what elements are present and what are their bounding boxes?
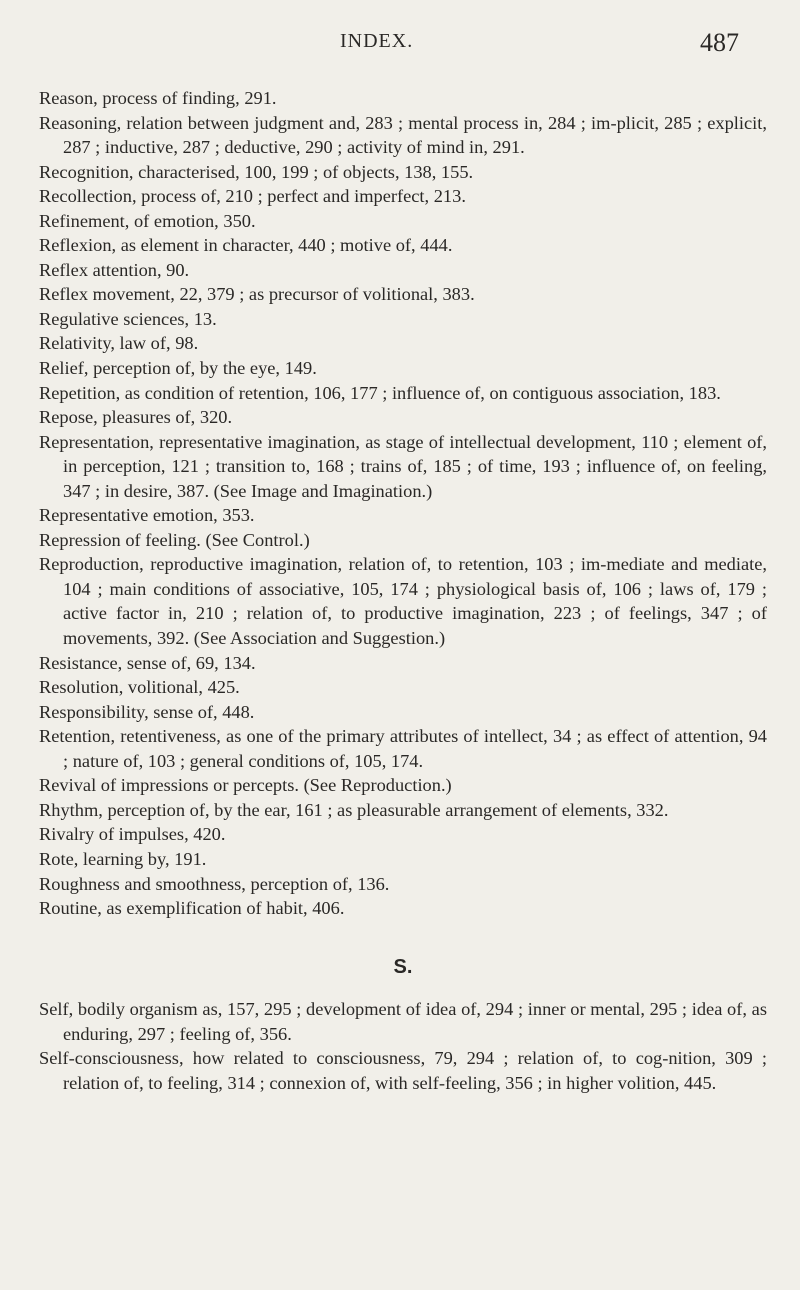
index-entry: Responsibility, sense of, 448. xyxy=(39,701,255,722)
index-entry: Repose, pleasures of, 320. xyxy=(39,407,233,428)
index-entry: Revival of impressions or percepts. (See Reproduction.) xyxy=(39,775,452,796)
index-entry: Reflex attention, 90. xyxy=(39,259,190,280)
section-letter: S. xyxy=(393,955,413,978)
index-entries xyxy=(39,86,767,1095)
index-entry: Reasoning, relation between judgment and, 283 ; mental process in, 284 ; im-plicit, 285 ; explicit, 287 ; inductive, 287 ; deductive, 290 ; activity of mind in, 291. xyxy=(39,112,767,158)
index-entry: Rivalry of impulses, 420. xyxy=(39,824,226,845)
index-entry: Refinement, of emotion, 350. xyxy=(39,210,256,231)
index-entry: Resistance, sense of, 69, 134. xyxy=(39,652,256,673)
page-number: 487 xyxy=(700,28,739,57)
index-entry: Representation, representative imagination, as stage of intellectual development, 110 ; element of, in perception, 121 ; transition to, 168 ; trains of, 185 ; of time, 193 ; influence of, on feeling, 347 ; in desire, 387. (See Image and Imagination.) xyxy=(39,431,767,501)
index-entry: Relativity, law of, 98. xyxy=(39,333,199,354)
page-header xyxy=(0,28,800,68)
index-entry: Resolution, volitional, 425. xyxy=(39,677,240,698)
index-entry: Reason, process of finding, 291. xyxy=(39,88,277,108)
index-entry: Relief, perception of, by the eye, 149. xyxy=(39,358,317,379)
index-entry: Repetition, as condition of retention, 106, 177 ; influence of, on contiguous association, 183. xyxy=(39,382,721,403)
entries-s-list xyxy=(39,997,767,1095)
index-entry: Rhythm, perception of, by the ear, 161 ; as pleasurable arrangement of elements, 332. xyxy=(39,799,669,820)
index-entry: Self-consciousness, how related to consciousness, 79, 294 ; relation of, to cog-nition, 309 ; relation of, to feeling, 314 ; connexion of, with self-feeling, 356 ; in higher volition, 445. xyxy=(39,1048,767,1093)
index-entry: Reflex movement, 22, 379 ; as precursor of volitional, 383. xyxy=(39,284,475,305)
running-head: INDEX. xyxy=(340,30,414,52)
index-entry: Rote, learning by, 191. xyxy=(39,848,207,869)
index-entry: Repression of feeling. (See Control.) xyxy=(39,529,310,550)
entries-r-list xyxy=(39,86,767,921)
index-entry: Self, bodily organism as, 157, 295 ; development of idea of, 294 ; inner or mental, 295 ; idea of, as enduring, 297 ; feeling of, 356. xyxy=(39,999,767,1044)
index-entry: Reflexion, as element in character, 440 ; motive of, 444. xyxy=(39,235,453,256)
index-entry: Reproduction, reproductive imagination, relation of, to retention, 103 ; im-mediate and mediate, 104 ; main conditions of associative, 105, 174 ; physiological basis of, 106 ; laws of, 179 ; active factor in, 210 ; relation of, to productive imagination, 223 ; of feelings, 347 ; of movements, 392. (See Association and Suggestion.) xyxy=(39,554,767,649)
index-entry: Roughness and smoothness, perception of, 136. xyxy=(39,873,390,894)
index-entry: Routine, as exemplification of habit, 406. xyxy=(39,898,345,919)
index-entry: Recollection, process of, 210 ; perfect and imperfect, 213. xyxy=(39,186,466,207)
index-entry: Representative emotion, 353. xyxy=(39,505,255,526)
index-entry: Retention, retentiveness, as one of the primary attributes of intellect, 34 ; as effect of attention, 94 ; nature of, 103 ; general conditions of, 105, 174. xyxy=(39,726,767,771)
index-entry: Recognition, characterised, 100, 199 ; of objects, 138, 155. xyxy=(39,161,474,182)
index-entry: Regulative sciences, 13. xyxy=(39,308,217,329)
